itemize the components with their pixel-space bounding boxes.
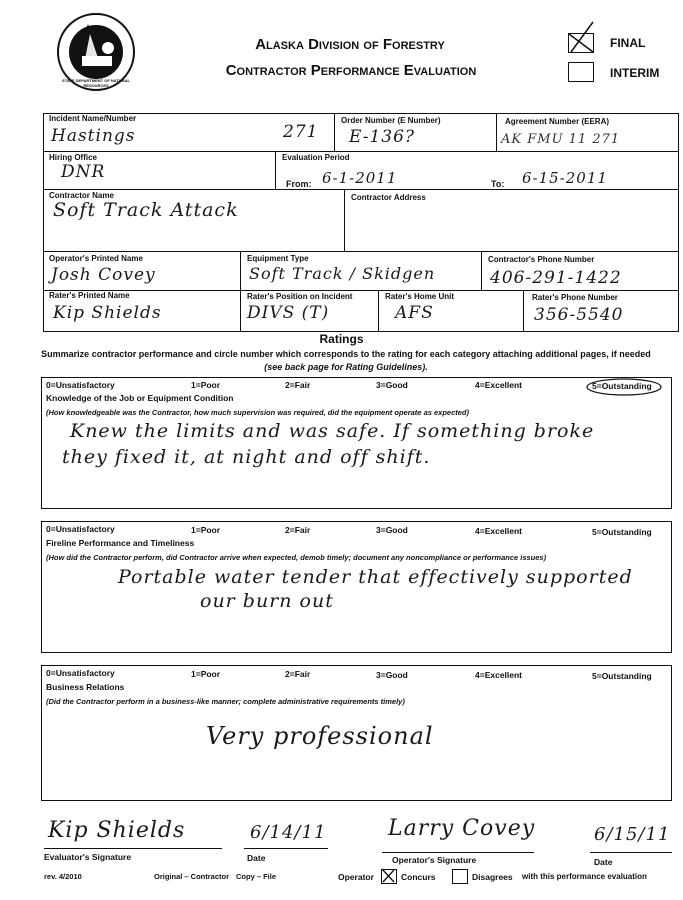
contractor-address-label: Contractor Address (351, 193, 426, 202)
order-cell[interactable] (335, 113, 497, 152)
section1-title: Knowledge of the Job or Equipment Condition (46, 393, 234, 403)
disagrees-label: Disagrees (472, 872, 513, 882)
rater-phone-value: 356-5540 (534, 305, 624, 325)
scale-1[interactable]: 1=Poor (191, 525, 221, 535)
order-label: Order Number (E Number) (341, 116, 441, 125)
scale-5[interactable]: 5=Outstanding (592, 671, 652, 681)
incident-label: Incident Name/Number (49, 114, 137, 123)
interim-label: INTERIM (610, 66, 660, 80)
operator-value: Josh Covey (51, 265, 156, 285)
ratings-title: Ratings (319, 332, 364, 346)
equipment-value: Soft Track / Skidgen (249, 264, 436, 283)
section1-comment-line2: they fixed it, at night and off shift. (62, 446, 431, 468)
incident-cell[interactable] (43, 113, 335, 152)
final-checkbox[interactable] (568, 33, 594, 53)
scale-2[interactable]: 2=Fair (285, 380, 311, 390)
rater-position-value: DIVS (T) (247, 303, 330, 323)
agency-name: Alaska Division of Forestry (255, 36, 445, 53)
date2-line (590, 852, 672, 853)
contractor-phone-label: Contractor's Phone Number (488, 255, 595, 264)
rater-position-cell[interactable] (241, 291, 379, 332)
to-value: 6-15-2011 (522, 169, 608, 187)
instructions-italic: (see back page for Rating Guidelines). (264, 362, 428, 372)
order-value: E-136? (349, 127, 416, 147)
agency-seal (56, 12, 136, 92)
contractor-phone-cell[interactable] (482, 252, 679, 291)
operator-signature: Larry Covey (388, 816, 536, 841)
scale-5[interactable]: 5=Outstanding (592, 381, 652, 391)
instructions-text: Summarize contractor performance and circle number which corresponds to the rating for each category attaching additional pages, if needed (41, 349, 651, 359)
equipment-cell[interactable] (241, 252, 482, 291)
agreement-cell[interactable] (497, 113, 679, 152)
contractor-address-cell[interactable] (345, 190, 679, 252)
evaluator-signature: Kip Shields (48, 818, 186, 843)
copy-text: Copy – File (236, 872, 277, 881)
hiring-cell[interactable] (43, 152, 276, 190)
section2-hint: (How did the Contractor perform, did Contractor arrive when expected, demob timely; document any noncompliance or performance issues) (46, 553, 547, 562)
scale-3[interactable]: 3=Good (376, 525, 408, 535)
rater-name-label: Rater's Printed Name (49, 291, 130, 300)
hiring-value: DNR (61, 162, 106, 182)
from-label: From: (286, 179, 312, 189)
scale-4[interactable]: 4=Excellent (475, 380, 523, 390)
interim-checkbox[interactable] (568, 62, 594, 82)
contractor-name-cell[interactable] (43, 190, 345, 252)
incident-number: 271 (283, 122, 319, 142)
eval-period-cell[interactable] (276, 152, 679, 190)
scale-4[interactable]: 4=Excellent (475, 526, 523, 536)
section3-comment-line1: Very professional (206, 722, 434, 750)
evaluator-sig-label: Evaluator's Signature (44, 852, 132, 862)
agreement-value: AK FMU 11 271 (501, 132, 621, 147)
operator-cell[interactable] (43, 252, 241, 291)
operator-sig-label: Operator's Signature (392, 855, 477, 865)
scale-1[interactable]: 1=Poor (191, 380, 221, 390)
rater-unit-label: Rater's Home Unit (385, 292, 455, 301)
scale-1[interactable]: 1=Poor (191, 669, 221, 679)
scale-3[interactable]: 3=Good (376, 670, 408, 680)
rater-phone-cell[interactable] (524, 291, 679, 332)
date1-value: 6/14/11 (250, 822, 327, 843)
rater-phone-label: Rater's Phone Number (532, 293, 618, 302)
to-label: To: (491, 179, 505, 189)
concurs-checkbox[interactable] (381, 869, 397, 884)
date2-value: 6/15/11 (594, 824, 671, 845)
scale-2[interactable]: 2=Fair (285, 525, 311, 535)
rater-unit-cell[interactable] (379, 291, 524, 332)
original-text: Original – Contractor (154, 872, 230, 881)
section1-hint: (How knowledgeable was the Contractor, how much supervision was required, did the equipment operate as expected) (46, 408, 470, 417)
scale-5[interactable]: 5=Outstanding (592, 527, 652, 537)
rater-name-cell[interactable] (43, 291, 241, 332)
x-mark-icon (380, 867, 396, 883)
form-title: Contractor Performance Evaluation (225, 62, 477, 79)
operator-label: Operator's Printed Name (49, 254, 143, 263)
contractor-name-value: Soft Track Attack (53, 199, 239, 221)
section2-title: Fireline Performance and Timeliness (46, 538, 195, 548)
scale-0[interactable]: 0=Unsatisfactory (46, 524, 115, 534)
incident-name: Hastings (51, 126, 136, 146)
disagrees-checkbox[interactable] (452, 869, 468, 884)
circled-rating-icon (584, 376, 664, 398)
date1-label: Date (247, 853, 266, 863)
scale-0[interactable]: 0=Unsatisfactory (46, 380, 115, 390)
hiring-label: Hiring Office (49, 153, 98, 162)
ratings-instructions (40, 348, 652, 374)
section1-comment-line1: Knew the limits and was safe. If something broke (70, 420, 595, 442)
section3-title: Business Relations (46, 682, 125, 692)
rater-name-value: Kip Shields (53, 303, 162, 323)
agreement-label: Agreement Number (EERA) (505, 117, 610, 126)
contractor-phone-value: 406-291-1422 (490, 268, 622, 288)
rater-position-label: Rater's Position on Incident (247, 292, 353, 301)
seal-text: STATE DEPARTMENT OF NATURAL RESOURCES (62, 78, 130, 88)
x-mark-icon (567, 20, 597, 54)
final-label: FINAL (610, 36, 646, 50)
rater-unit-value: AFS (395, 303, 434, 323)
date2-label: Date (594, 857, 613, 867)
scale-4[interactable]: 4=Excellent (475, 670, 523, 680)
date1-line (244, 848, 328, 849)
evaluator-sig-line (44, 848, 222, 849)
from-value: 6-1-2011 (322, 169, 398, 187)
equipment-label: Equipment Type (247, 254, 309, 263)
section3-hint: (Did the Contractor perform in a business-like manner; complete administrative requirements timely) (46, 697, 405, 706)
operator-sig-line (382, 852, 534, 853)
eval-period-label: Evaluation Period (282, 153, 350, 162)
rev-text: rev. 4/2010 (44, 872, 82, 881)
scale-2[interactable]: 2=Fair (285, 669, 311, 679)
operator-word: Operator (338, 872, 374, 882)
contractor-name-label: Contractor Name (49, 191, 114, 200)
scale-3[interactable]: 3=Good (376, 380, 408, 390)
concurs-label: Concurs (401, 872, 436, 882)
section2-comment-line1: Portable water tender that effectively supported (118, 566, 633, 588)
with-text: with this performance evaluation (522, 872, 647, 881)
section2-comment-line2: our burn out (200, 590, 334, 612)
scale-0[interactable]: 0=Unsatisfactory (46, 668, 115, 678)
